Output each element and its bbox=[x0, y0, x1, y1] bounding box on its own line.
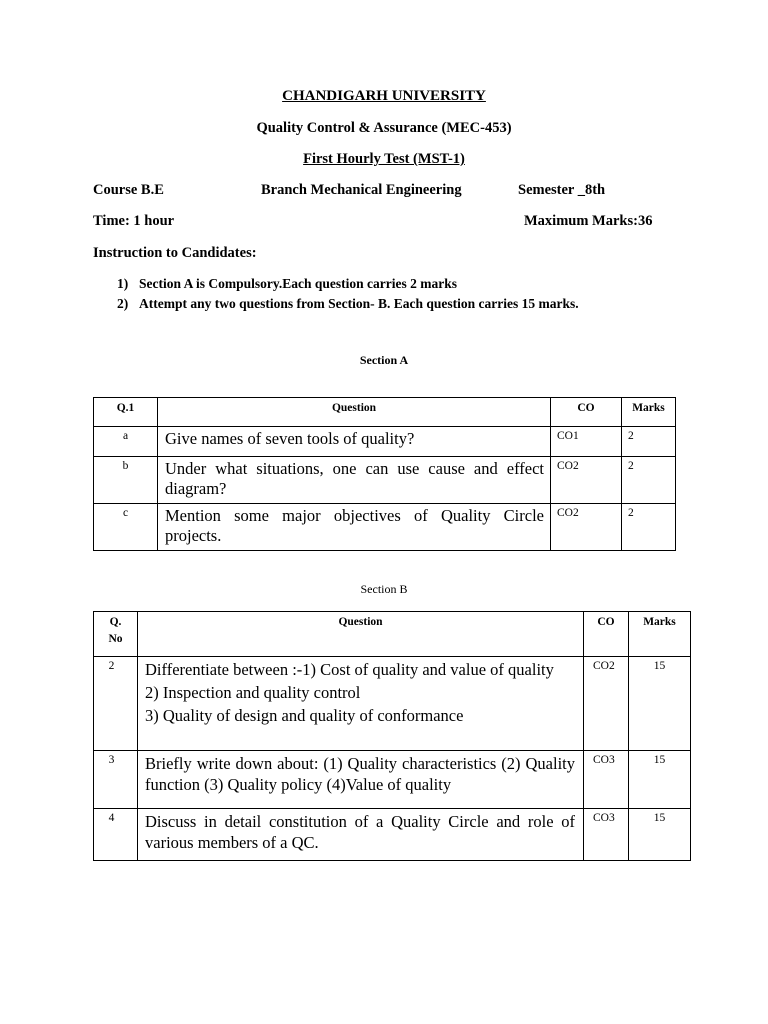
header-co: CO bbox=[584, 612, 629, 657]
header-question: Question bbox=[138, 612, 584, 657]
table-header-row bbox=[94, 398, 676, 427]
branch-label: Branch Mechanical Engineering bbox=[261, 182, 462, 198]
marks-value: 2 bbox=[622, 457, 676, 504]
instruction-item bbox=[117, 276, 457, 292]
max-marks-label: Maximum Marks:36 bbox=[524, 213, 653, 229]
header-question: Question bbox=[158, 398, 551, 427]
question-number: c bbox=[94, 504, 158, 551]
question-text: Give names of seven tools of quality? bbox=[158, 427, 551, 457]
table-row bbox=[94, 457, 676, 504]
co-value: CO2 bbox=[584, 657, 629, 751]
question-number: 3 bbox=[94, 751, 138, 809]
marks-value: 2 bbox=[622, 427, 676, 457]
table-row bbox=[94, 657, 691, 751]
section-b-title: Section B bbox=[360, 582, 408, 596]
marks-value: 15 bbox=[629, 751, 691, 809]
course-title: Quality Control & Assurance (MEC-453) bbox=[256, 120, 512, 136]
question-text: Discuss in detail constitution of a Quality Circle and role of various members of a QC. bbox=[138, 809, 584, 861]
question-text: Under what situations, one can use cause and effect diagram? bbox=[158, 457, 551, 504]
instruction-number: 2) bbox=[117, 296, 129, 311]
table-row bbox=[94, 427, 676, 457]
header-qno-line1: Q. bbox=[109, 616, 122, 628]
co-value: CO3 bbox=[584, 809, 629, 861]
co-value: CO2 bbox=[551, 457, 622, 504]
header-marks: Marks bbox=[622, 398, 676, 427]
course-label: Course B.E bbox=[93, 182, 164, 198]
table-row bbox=[94, 504, 676, 551]
question-text bbox=[138, 657, 584, 751]
section-a-title: Section A bbox=[359, 353, 409, 367]
marks-value: 15 bbox=[629, 657, 691, 751]
header-qno: Q.1 bbox=[94, 398, 158, 427]
section-a-table bbox=[93, 397, 676, 551]
question-text: Mention some major objectives of Quality Circle projects. bbox=[158, 504, 551, 551]
question-number: b bbox=[94, 457, 158, 504]
test-name: First Hourly Test (MST-1) bbox=[303, 151, 465, 167]
instruction-item bbox=[117, 296, 579, 312]
table-row bbox=[94, 809, 691, 861]
question-line: Differentiate between :-1) Cost of quality and value of quality bbox=[145, 660, 554, 679]
header-marks: Marks bbox=[629, 612, 691, 657]
section-b-table bbox=[93, 611, 691, 861]
header-qno-line2: No bbox=[108, 633, 123, 645]
header-co: CO bbox=[551, 398, 622, 427]
question-line: 3) Quality of design and quality of conformance bbox=[145, 706, 464, 725]
marks-value: 15 bbox=[629, 809, 691, 861]
question-number: 2 bbox=[94, 657, 138, 751]
question-text: Briefly write down about: (1) Quality characteristics (2) Quality function (3) Quality policy (4)Value of quality bbox=[138, 751, 584, 809]
question-number: 4 bbox=[94, 809, 138, 861]
table-row bbox=[94, 751, 691, 809]
time-label: Time: 1 hour bbox=[93, 213, 175, 229]
semester-label: Semester _8th bbox=[518, 182, 606, 198]
instruction-text: Section A is Compulsory.Each question carries 2 marks bbox=[139, 276, 458, 291]
question-line: 2) Inspection and quality control bbox=[145, 683, 361, 702]
co-value: CO1 bbox=[551, 427, 622, 457]
instruction-number: 1) bbox=[117, 276, 129, 291]
co-value: CO3 bbox=[584, 751, 629, 809]
co-value: CO2 bbox=[551, 504, 622, 551]
table-header-row bbox=[94, 612, 691, 657]
instruction-text: Attempt any two questions from Section- B. Each question carries 15 marks. bbox=[139, 296, 579, 311]
marks-value: 2 bbox=[622, 504, 676, 551]
instructions-heading: Instruction to Candidates: bbox=[93, 245, 257, 261]
university-title: CHANDIGARH UNIVERSITY bbox=[282, 88, 486, 104]
question-number: a bbox=[94, 427, 158, 457]
header-qno bbox=[94, 612, 138, 657]
